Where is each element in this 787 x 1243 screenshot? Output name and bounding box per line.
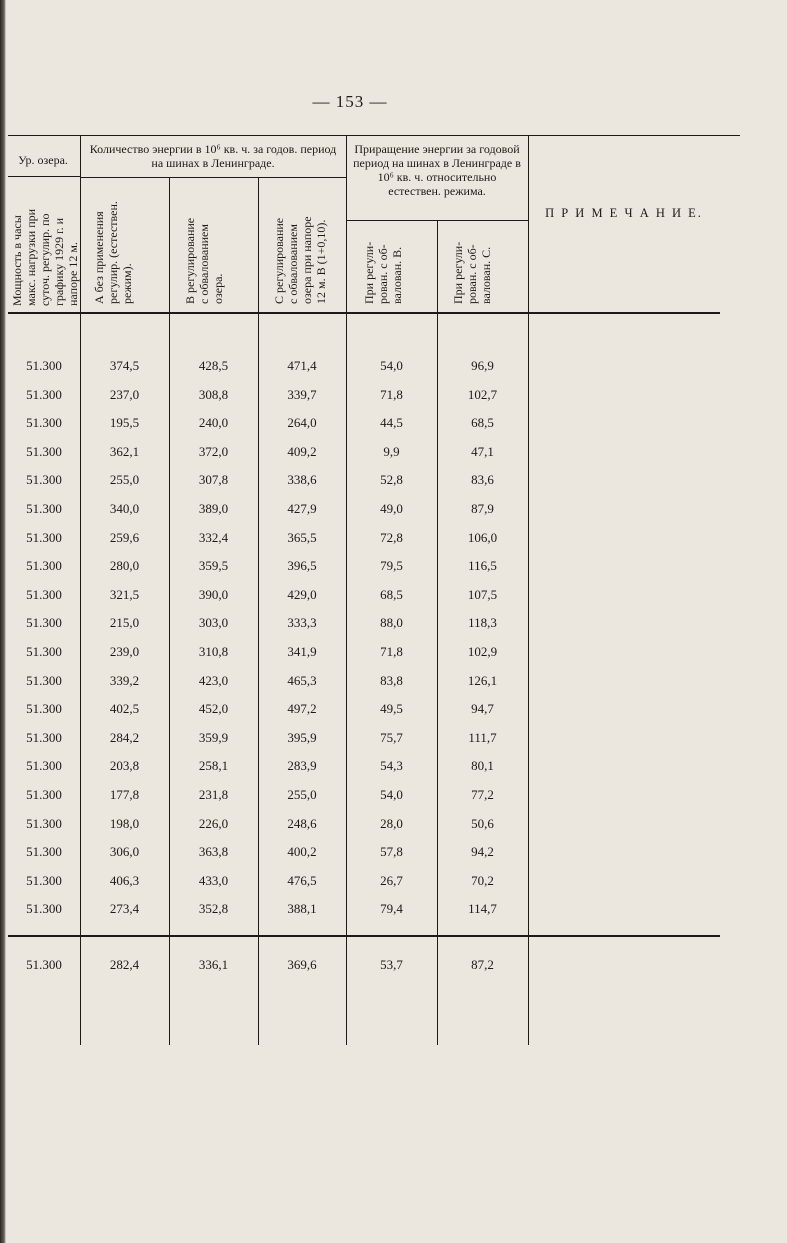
- table-cell: 307,8: [198, 472, 229, 488]
- table-cell: 427,9: [287, 501, 317, 516]
- table-cell: 51.300: [26, 586, 62, 602]
- table-cell: 402,5: [109, 701, 140, 717]
- table-cell: 255,0: [287, 787, 317, 802]
- table-cell: 44,5: [380, 415, 403, 431]
- table-cell: 338,6: [287, 472, 317, 488]
- table-cell: 476,5: [287, 872, 317, 888]
- group1-header: Количество энергии в 10⁶ кв. ч. за годов. период на шинах в Ленинграде.: [89, 142, 337, 170]
- total-separator: [8, 935, 720, 937]
- table-cell: 372,0: [198, 443, 229, 459]
- table-cell: 258,1: [198, 758, 229, 774]
- col1-header-top: Ур. озера.: [18, 153, 68, 167]
- table-cell: 273,4: [109, 901, 140, 917]
- table-cell: 51.300: [26, 501, 62, 516]
- table-cell: 51.300: [26, 844, 62, 860]
- table-cell: 359,9: [198, 729, 229, 745]
- table-cell: 83,8: [380, 672, 403, 688]
- total-cell: 51.300: [26, 957, 62, 972]
- table-cell: 52,8: [380, 472, 403, 488]
- table-cell: 68,5: [380, 586, 403, 602]
- table-cell: 118,3: [468, 615, 497, 631]
- table-cell: 106,0: [467, 529, 498, 545]
- table-cell: 49,5: [380, 701, 403, 717]
- table-cell: 203,8: [109, 758, 140, 774]
- table-cell: 471,4: [287, 358, 317, 373]
- table-cell: 71,8: [380, 644, 403, 659]
- header-bottom-border: [8, 312, 720, 314]
- table-cell: 239,0: [109, 644, 140, 659]
- table-cell: 96,9: [471, 358, 494, 373]
- table-cell: 365,5: [287, 529, 317, 545]
- table-cell: 126,1: [467, 672, 498, 688]
- table-cell: 51.300: [26, 729, 62, 745]
- table-cell: 72,8: [380, 529, 403, 545]
- table-cell: 341,9: [287, 644, 317, 659]
- table-cell: 352,8: [198, 901, 229, 917]
- table-cell: 51.300: [26, 386, 62, 402]
- table-cell: 400,2: [287, 844, 317, 860]
- table-cell: 102,9: [467, 644, 498, 659]
- table-cell: 9,9: [383, 443, 400, 459]
- table-cell: 195,5: [109, 415, 140, 431]
- table-cell: 465,3: [287, 672, 317, 688]
- table-cell: 54,0: [380, 358, 403, 373]
- table-cell: 51.300: [26, 872, 62, 888]
- table-cell: 83,6: [471, 472, 494, 488]
- table-cell: 362,1: [109, 443, 140, 459]
- table-cell: 339,7: [287, 386, 317, 402]
- table-cell: 452,0: [198, 701, 229, 717]
- col-divider-6: [528, 135, 529, 1045]
- table-cell: 259,6: [109, 529, 140, 545]
- total-cell: 369,6: [287, 957, 317, 972]
- table-cell: 51.300: [26, 443, 62, 459]
- total-cell: 336,1: [198, 957, 229, 972]
- table-cell: 71,8: [380, 386, 403, 402]
- col2-header: А без применения регулир. (естествен. режим).: [92, 201, 134, 304]
- table-cell: 374,5: [109, 358, 140, 373]
- table-cell: 79,5: [380, 558, 403, 574]
- col5-header: При регули- рован. с об- валован. В.: [362, 241, 404, 304]
- table-cell: 303,0: [198, 615, 229, 631]
- table-cell: 47,1: [471, 443, 494, 459]
- col3-header: В регулирование с обвалованием озера.: [183, 217, 225, 304]
- table-cell: 231,8: [198, 787, 229, 802]
- table-cell: 51.300: [26, 787, 62, 802]
- table-cell: 339,2: [109, 672, 140, 688]
- table-cell: 359,5: [198, 558, 229, 574]
- table-top-border: [8, 135, 740, 136]
- table-cell: 51.300: [26, 615, 62, 631]
- table-cell: 497,2: [287, 701, 317, 717]
- table-cell: 51.300: [26, 644, 62, 659]
- group1-divider: [80, 177, 346, 178]
- table-cell: 332,4: [198, 529, 229, 545]
- table-cell: 308,8: [198, 386, 229, 402]
- table-cell: 51.300: [26, 901, 62, 917]
- table-cell: 70,2: [471, 872, 494, 888]
- table-cell: 51.300: [26, 529, 62, 545]
- table-cell: 240,0: [198, 415, 229, 431]
- notes-header: П Р И М Е Ч А Н И Е.: [545, 206, 703, 220]
- table-cell: 51.300: [26, 701, 62, 717]
- table-cell: 198,0: [109, 815, 140, 831]
- table-cell: 226,0: [198, 815, 229, 831]
- table-cell: 87,9: [471, 501, 494, 516]
- table-cell: 51.300: [26, 358, 62, 373]
- table-cell: 51.300: [26, 415, 62, 431]
- page-number: — 153 —: [312, 92, 388, 111]
- col4-header: С регулирование с обвалованием озера при напоре 12 м. В (1+0,10).: [272, 216, 328, 304]
- col1-header-divider: [8, 176, 80, 177]
- table-cell: 310,8: [198, 644, 229, 659]
- table-cell: 248,6: [287, 815, 317, 831]
- table-cell: 80,1: [471, 758, 494, 774]
- table-cell: 28,0: [380, 815, 403, 831]
- table-cell: 284,2: [109, 729, 140, 745]
- table-cell: 321,5: [109, 586, 140, 602]
- table-cell: 51.300: [26, 558, 62, 574]
- table-cell: 409,2: [287, 443, 317, 459]
- table-cell: 94,7: [471, 701, 494, 717]
- table-cell: 75,7: [380, 729, 403, 745]
- table-cell: 433,0: [198, 872, 229, 888]
- table-cell: 428,5: [198, 358, 229, 373]
- table-cell: 390,0: [198, 586, 229, 602]
- table-cell: 116,5: [468, 558, 497, 574]
- table-cell: 395,9: [287, 729, 317, 745]
- table-cell: 423,0: [198, 672, 229, 688]
- table-cell: 79,4: [380, 901, 403, 917]
- table-cell: 49,0: [380, 501, 403, 516]
- col-divider-5: [437, 220, 438, 1045]
- table-cell: 51.300: [26, 758, 62, 774]
- table-cell: 107,5: [467, 586, 498, 602]
- table-cell: 111,7: [468, 729, 497, 745]
- table-cell: 283,9: [287, 758, 317, 774]
- table-cell: 51.300: [26, 815, 62, 831]
- table-cell: 68,5: [471, 415, 494, 431]
- table-cell: 54,0: [380, 787, 403, 802]
- total-cell: 87,2: [471, 957, 494, 972]
- table-cell: 114,7: [468, 901, 497, 917]
- table-cell: 429,0: [287, 586, 317, 602]
- total-cell: 53,7: [380, 957, 403, 972]
- table-cell: 363,8: [198, 844, 229, 860]
- table-cell: 388,1: [287, 901, 317, 917]
- table-cell: 306,0: [109, 844, 140, 860]
- table-cell: 264,0: [287, 415, 317, 431]
- table-cell: 26,7: [380, 872, 403, 888]
- col6-header: При регули- рован. с об- валован. С.: [451, 241, 493, 304]
- table-cell: 102,7: [467, 386, 498, 402]
- table-cell: 88,0: [380, 615, 403, 631]
- table-cell: 340,0: [109, 501, 140, 516]
- total-cell: 282,4: [109, 957, 140, 972]
- table-cell: 51.300: [26, 672, 62, 688]
- table-cell: 406,3: [109, 872, 140, 888]
- table-cell: 280,0: [109, 558, 140, 574]
- table-cell: 57,8: [380, 844, 403, 860]
- table-cell: 333,3: [287, 615, 317, 631]
- group2-header: Приращение энергии за годовой период на шинах в Ленинграде в 10⁶ кв. ч. относительно естествен. режима.: [353, 142, 521, 198]
- table-cell: 177,8: [109, 787, 140, 802]
- table-cell: 215,0: [109, 615, 140, 631]
- table-cell: 389,0: [198, 501, 229, 516]
- table-cell: 94,2: [471, 844, 494, 860]
- col1-header-rotated: Мощность в часы макс. нагрузки при суточ. регулир. по графику 1929 г. и напоре 12 м.: [10, 208, 80, 306]
- table-cell: 237,0: [109, 386, 140, 402]
- table-cell: 255,0: [109, 472, 140, 488]
- table-cell: 51.300: [26, 472, 62, 488]
- table-cell: 396,5: [287, 558, 317, 574]
- table-cell: 54,3: [380, 758, 403, 774]
- table-cell: 77,2: [471, 787, 494, 802]
- book-spine: [0, 0, 6, 1243]
- table-cell: 50,6: [471, 815, 494, 831]
